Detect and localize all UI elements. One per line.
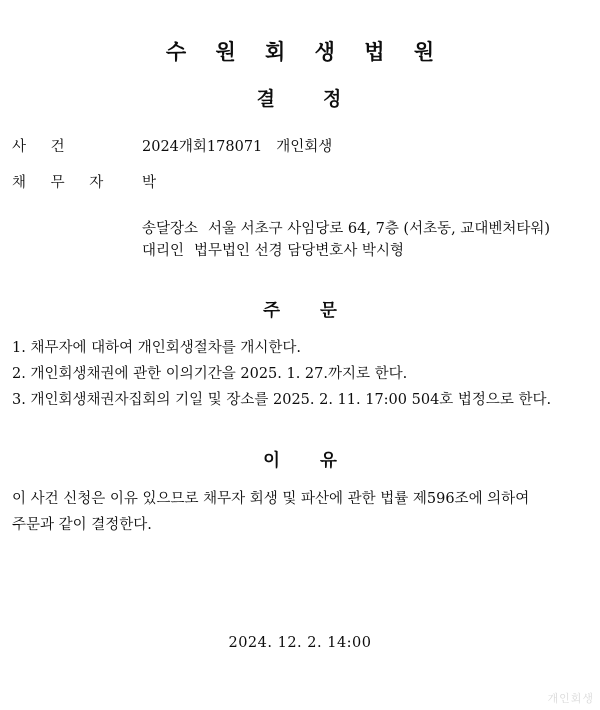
order-item: 3. 개인회생채권자집회의 기일 및 장소를 2025. 2. 11. 17:00 504호 법정으로 한다. — [12, 391, 552, 408]
document-title-right: 정 — [323, 88, 344, 110]
agent-label: 대리인 — [142, 243, 185, 260]
meta-value-debtor — [142, 171, 600, 192]
document-title — [0, 84, 600, 111]
court-title: 수 원 회 생 법 원 — [165, 39, 446, 64]
watermark-text: 개인회생 — [547, 693, 594, 705]
decision-date: 2024. 12. 2. 14:00 — [228, 634, 372, 651]
reason-heading-left: 이 — [263, 451, 280, 472]
reason-heading — [0, 447, 600, 472]
reason-line: 이 사건 신청은 이유 있으므로 채무자 회생 및 파산에 관한 법률 제596조에 의하여 — [12, 491, 530, 508]
reason-line: 주문과 같이 결정한다. — [12, 517, 152, 534]
case-number: 2024개회178071 — [142, 139, 263, 155]
document-title-left: 결 — [256, 88, 277, 110]
service-address-line — [142, 218, 600, 240]
debtor-name: 박 — [142, 175, 157, 191]
reason-body — [0, 486, 600, 538]
document-page — [0, 36, 600, 710]
service-address-value: 서울 서초구 사임당로 64, 7층 (서초동, 교대벤처타워) — [208, 221, 551, 237]
meta-label-case: 사 건 — [12, 139, 75, 155]
agent-line — [142, 240, 600, 262]
order-heading-right: 문 — [320, 300, 337, 321]
order-items — [0, 336, 600, 413]
order-item: 1. 채무자에 대하여 개인회생절차를 개시한다. — [12, 339, 302, 356]
address-block — [0, 218, 600, 263]
order-item: 2. 개인회생채권에 관한 이의기간을 2025. 1. 27.까지로 한다. — [12, 365, 408, 382]
meta-row-debtor — [0, 171, 600, 192]
reason-heading-right: 유 — [320, 451, 337, 472]
case-meta — [0, 135, 600, 192]
order-heading — [0, 297, 600, 322]
meta-value-case — [142, 135, 600, 156]
meta-label-debtor: 채 무 자 — [12, 175, 114, 191]
order-heading-left: 주 — [263, 300, 280, 321]
case-type: 개인회생 — [276, 139, 333, 155]
agent-value: 법무법인 선경 담당변호사 박시형 — [194, 243, 404, 260]
meta-row-case — [0, 135, 600, 156]
service-address-label: 송달장소 — [142, 221, 199, 237]
